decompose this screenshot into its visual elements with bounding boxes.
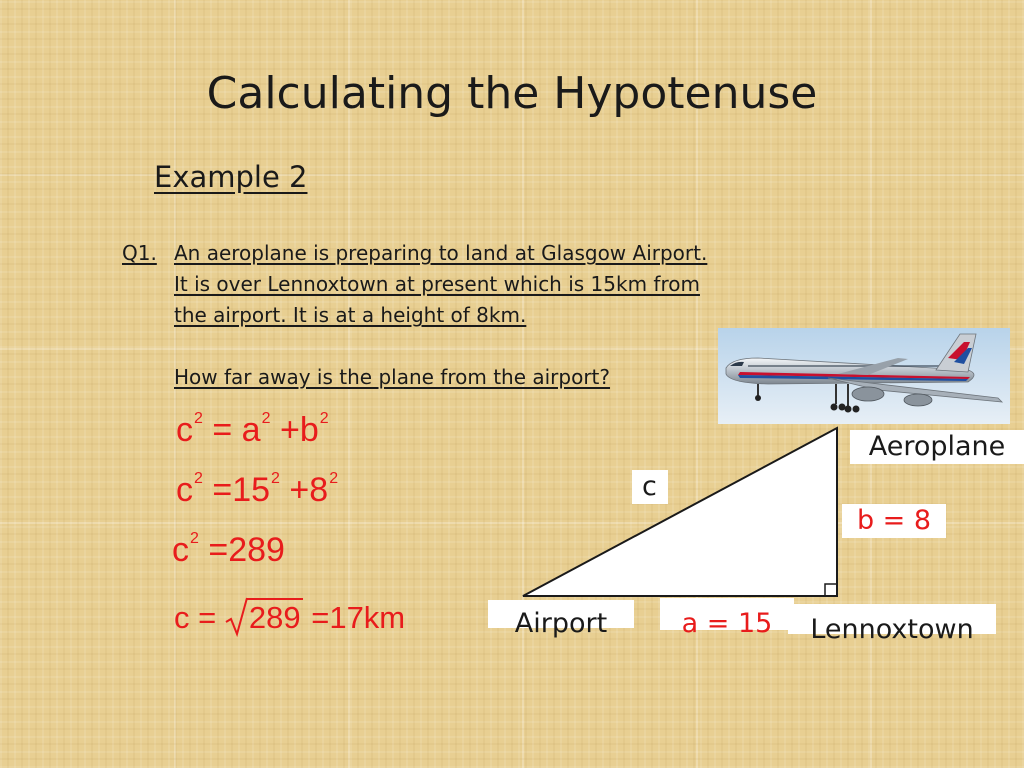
label-height-b: b = 8	[842, 504, 946, 538]
equation-line-3	[172, 530, 285, 570]
eq3-value: 289	[228, 531, 285, 569]
eq1-equals: =	[212, 411, 233, 449]
eq2-equals: =	[212, 471, 233, 509]
right-triangle-diagram	[515, 422, 845, 602]
label-lennoxtown: Lennoxtown	[788, 604, 996, 634]
label-aeroplane: Aeroplane	[850, 430, 1024, 464]
eq2-b-exponent: 2	[329, 470, 339, 487]
eq2-a-exponent: 2	[271, 470, 280, 487]
equation-line-1	[176, 410, 329, 450]
eq2-c-exponent: 2	[194, 470, 203, 487]
eq3-c: c	[172, 531, 189, 569]
equation-line-2	[176, 470, 338, 510]
square-root	[225, 600, 303, 636]
triangle-shape	[523, 428, 837, 596]
eq4-result: 17km	[329, 600, 406, 635]
plane-image-icon	[718, 328, 1010, 424]
radical-sign-icon	[225, 596, 249, 638]
eq1-b: b	[299, 411, 319, 449]
label-base-a: a = 15	[660, 598, 794, 630]
question-number: Q1.	[122, 241, 157, 265]
eq2-c: c	[176, 471, 193, 509]
label-airport: Airport	[488, 600, 634, 628]
example-subtitle: Example 2	[154, 160, 308, 194]
eq4-equals-2: =	[311, 600, 330, 635]
question-line-1: An aeroplane is preparing to land at Glasgow Airport.	[174, 241, 708, 265]
eq1-plus: +	[279, 411, 300, 449]
equation-line-4	[174, 600, 405, 636]
eq1-c-exponent: 2	[194, 410, 203, 427]
question-line-2: It is over Lennoxtown at present which is 15km from	[174, 272, 700, 296]
eq4-radicand: 289	[248, 600, 301, 635]
label-hypotenuse-c: c	[632, 470, 668, 504]
eq3-c-exponent: 2	[190, 530, 199, 547]
eq3-equals: =	[208, 531, 229, 569]
eq2-a: 15	[232, 471, 271, 509]
eq1-a-exponent: 2	[261, 410, 271, 427]
eq2-plus: +	[289, 471, 310, 509]
eq4-equals: =	[198, 600, 217, 635]
eq1-a: a	[241, 411, 261, 449]
eq2-b: 8	[309, 471, 329, 509]
eq4-c: c	[174, 600, 190, 635]
slide-title: Calculating the Hypotenuse	[206, 68, 818, 119]
eq1-b-exponent: 2	[319, 410, 329, 427]
question-prompt: How far away is the plane from the airport?	[174, 365, 611, 389]
question-line-3: the airport. It is at a height of 8km.	[174, 303, 527, 327]
aeroplane-photo	[718, 328, 1010, 424]
eq1-c: c	[176, 411, 193, 449]
